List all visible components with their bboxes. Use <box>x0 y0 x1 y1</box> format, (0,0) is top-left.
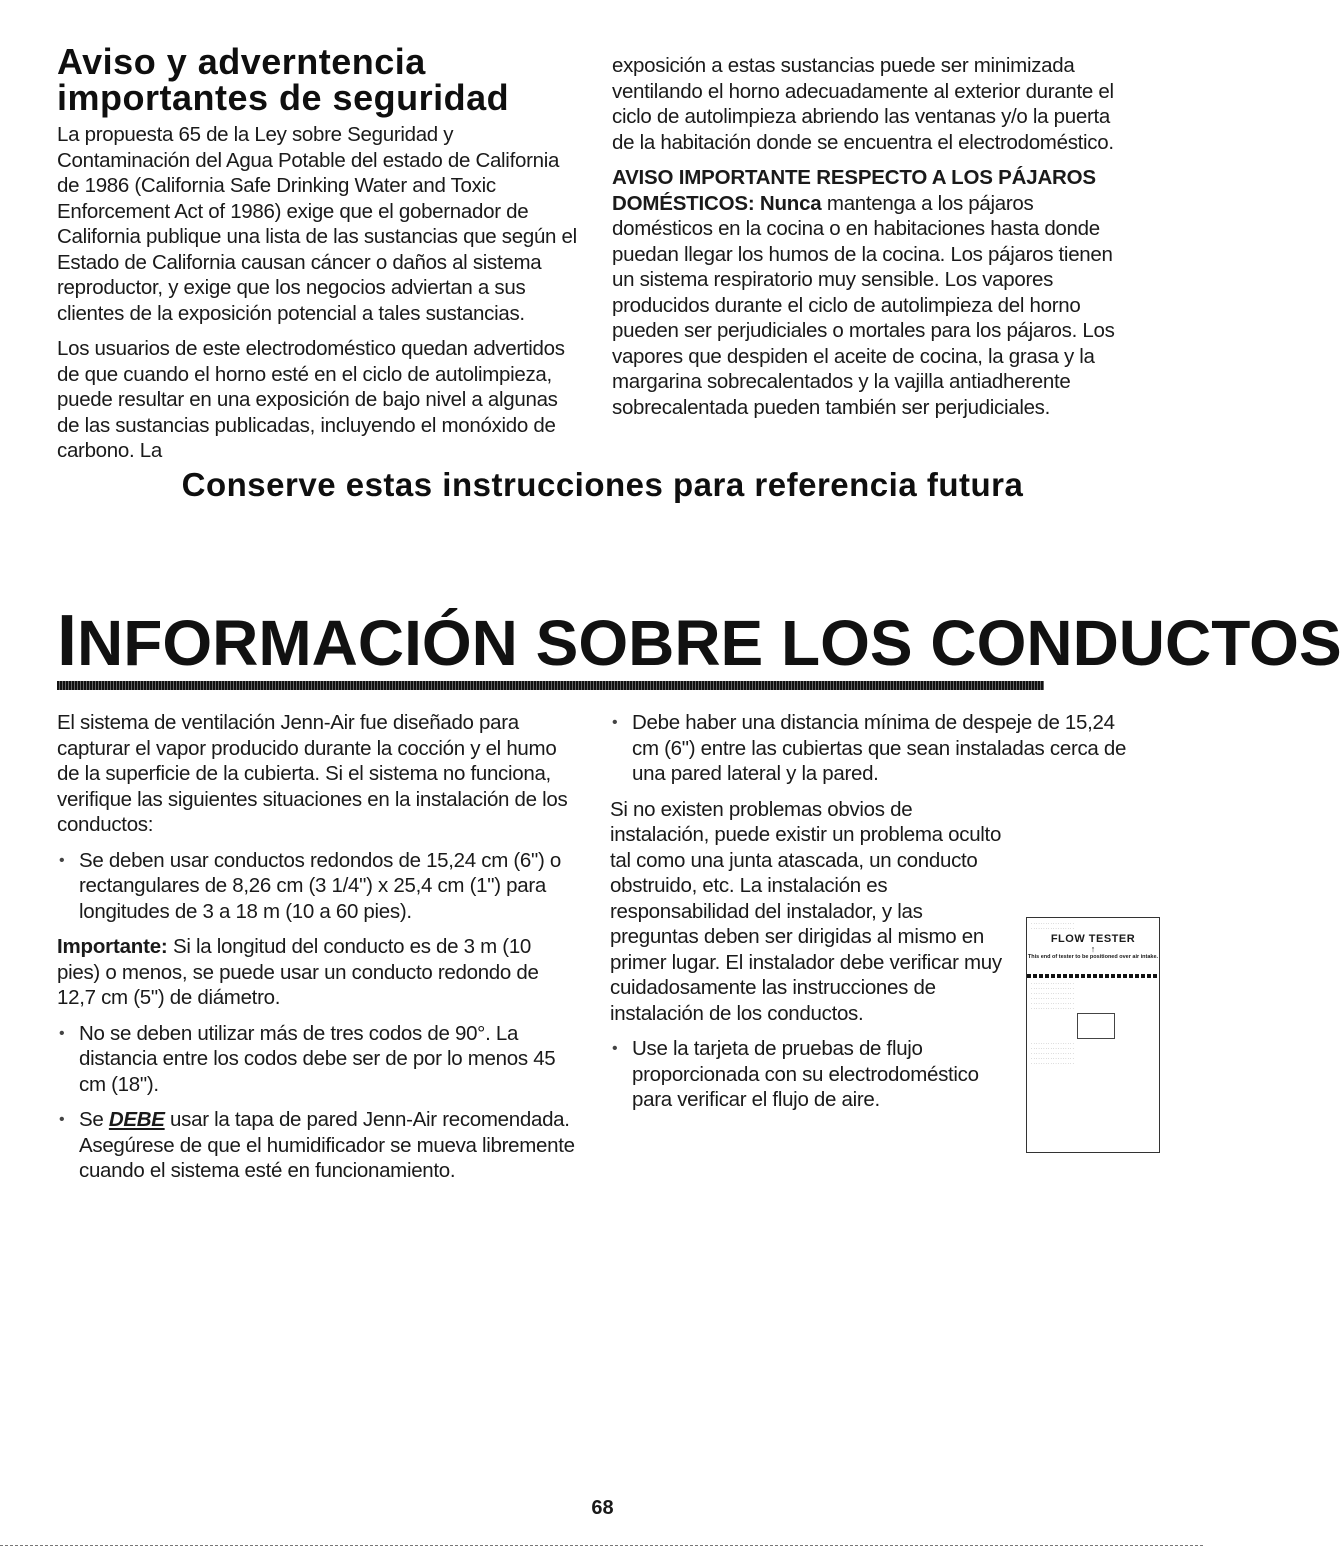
birds-text: mantenga a los pájaros domésticos en la cocina o en habitaciones hasta donde puedan llegar los humos de la cocina. Los pájaros tienen un sistema respiratorio muy sensible. Los vapores producidos durante el ciclo de autolimpieza del horno pueden ser perjudiciales o mortales para los pájaros. Los vapores que despiden el aceite de cocina, la grasa y la margarina sobrecalentados y la vajilla antiadherente sobrecalentada pueden también ser perjudiciales. <box>612 191 1115 419</box>
flow-tester-title: FLOW TESTER <box>1050 933 1136 945</box>
conductos-bullets-3 <box>610 710 1135 787</box>
conductos-bullets-1 <box>57 848 577 925</box>
arrow-up-icon: ↑ <box>1090 944 1096 954</box>
aviso-paragraph-1: La propuesta 65 de la Ley sobre Seguridad y Contaminación del Agua Potable del estado de California de 1986 (California Safe Drinking Water and Toxic Enforcement Act of 1986) exige que el gobernador de California publique una lista de las sustancias que según el Estado de California causan cáncer o daños al sistema reproductor, y exige que los negocios adviertan a sus clientes de la exposición potencial a tales sustancias. <box>57 123 577 325</box>
aviso-paragraph-3: exposición a estas sustancias puede ser minimizada ventilando el horno adecuadamente al exterior durante el ciclo de autolimpieza abriendo las ventanas y/o la puerta de la habitación donde se encuentra el electrodoméstico. <box>612 54 1114 154</box>
birds-heading: AVISO IMPORTANTE RESPECTO A LOS PÁJAROS DOMÉSTICOS: <box>612 166 1096 215</box>
list-item <box>57 1107 577 1184</box>
flow-tester-card-illustration <box>1026 917 1160 1153</box>
problemas-paragraph: Si no existen problemas obvios de instalación, puede existir un problema oculto tal como una junta atascada, un conducto obstruido, etc. La instalación es responsabilidad del instalador, y las preguntas deben ser dirigidas al mismo en primer lugar. El instalador debe verificar muy cuidadosamente las instrucciones de instalación de los conductos. <box>610 797 1002 1025</box>
card-fine-print-instructions: · · · · · · · · · · · · · · · · · · · · · · · · · · · · · · · · · · · · · · · · · · · · · · · · · · · · · · · · · · · · · · · · · · · · · · · · · · · · · · · · · · · · · · · · · · · · · · · · · · · · · · · · · · · · <box>1031 981 1074 1011</box>
birds-paragraph <box>612 165 1137 420</box>
conductos-bullets-4 <box>610 1036 1010 1113</box>
importante-text: Si la longitud del conducto es de 3 m (10 pies) o menos, se puede usar un conducto redondo de 12,7 cm (5") de diámetro. <box>57 935 539 1009</box>
importante-paragraph <box>57 934 577 1011</box>
card-diagram <box>1077 1013 1115 1039</box>
bottom-rule <box>0 1545 1205 1546</box>
section-title-first: I <box>57 601 78 681</box>
bullet3-pre: Se <box>79 1108 109 1131</box>
list-item: • No se deben utilizar más de tres codos de 90°. La distancia entre los codos debe ser de por lo menos 45 cm (18"). <box>57 1021 577 1098</box>
list-item: • Use la tarjeta de pruebas de flujo proporcionada con su electrodoméstico para verificar el flujo de aire. <box>610 1036 1010 1113</box>
birds-lead: Nunca <box>759 191 822 215</box>
page-number: 68 <box>591 1497 614 1519</box>
list-item: • Se deben usar conductos redondos de 15,24 cm (6") o rectangulares de 8,26 cm (3 1/4") x 25,4 cm (1") para longitudes de 3 a 18 m (10 a 60 pies). <box>57 848 577 925</box>
conductos-bullets-2 <box>57 1021 577 1184</box>
aviso-paragraph-2: Los usuarios de este electrodoméstico quedan advertidos de que cuando el horno esté en el ciclo de autolimpieza, puede resultar en una exposición de bajo nivel a algunas de las sustancias publicadas, incluyendo el monóxido de carbono. La <box>57 337 565 462</box>
section-rule <box>57 681 1044 690</box>
aviso-title-line1: Aviso y adverntencia <box>57 41 426 82</box>
conserve-heading: Conserve estas instrucciones para referencia futura <box>181 466 1024 503</box>
aviso-title-line2: importantes de seguridad <box>57 77 510 118</box>
card-cut-line <box>1027 974 1159 978</box>
importante-label: Importante: <box>57 935 168 958</box>
card-fine-print-bottom: · · · · · · · · · · · · · · · · · · · · · · · · · · · · · · · · · · · · · · · · · · · · · · · · · · · · · · · · · · · · · · · · · · · · · · · · · · · · · · · · · · · · · · · · · · <box>1031 1041 1074 1066</box>
conductos-intro: El sistema de ventilación Jenn-Air fue diseñado para capturar el vapor producido durante la cocción y el humo de la superficie de la cubierta. Si el sistema no funciona, verifique las siguientes situaciones en la instalación de los conductos: <box>57 711 568 836</box>
flow-tester-subtitle: This end of tester to be positioned over air intake. <box>1027 954 1159 960</box>
bullet3-post: usar la tapa de pared Jenn-Air recomendada. Asegúrese de que el humidificador se mueva libremente cuando el sistema esté en funcionamiento. <box>79 1108 575 1182</box>
aviso-left-column <box>57 41 577 474</box>
aviso-right-column <box>612 53 1137 430</box>
aviso-title <box>57 41 577 118</box>
section-title-rest: NFORMACIÓN SOBRE LOS CONDUCTOS <box>77 607 1342 679</box>
section-title <box>57 601 1342 681</box>
conductos-left-column <box>57 710 577 1194</box>
list-item: • Debe haber una distancia mínima de despeje de 15,24 cm (6") entre las cubiertas que sean instaladas cerca de una pared lateral y la pared. <box>610 710 1135 787</box>
bullet3-must: DEBE <box>108 1108 165 1131</box>
card-fine-print-top: · · · · · · · · · · · · · · · · · · · · · · · · · · · · · · · · · · · · <box>1031 921 1074 931</box>
